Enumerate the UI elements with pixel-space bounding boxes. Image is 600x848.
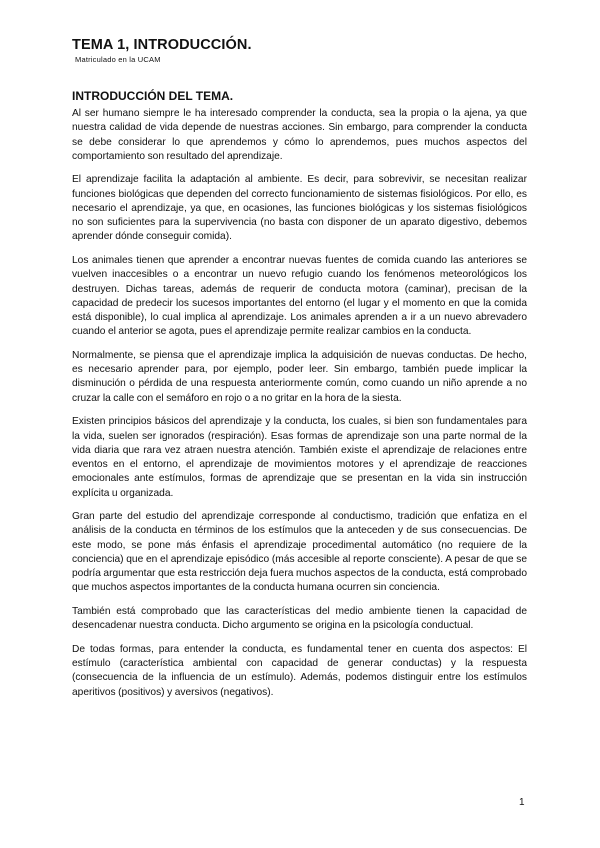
body-text <box>72 107 527 709</box>
paragraph-2: El aprendizaje facilita la adaptación al ambiente. Es decir, para sobrevivir, se necesitan realizar funciones biológicas que dependen del correcto funcionamiento de sistemas fisiológicos. Por ello, es necesario el aprendizaje, ya que, en ocasiones, las funciones biológicas y los sistemas fisiológicos no son suficientes para la supervivencia (no basta con disponer de un aparato digestivo, debemos aprender dónde conseguir comida). <box>72 174 527 243</box>
document-subtitle: Matriculado en la UCAM <box>75 55 161 64</box>
paragraph-1: Al ser humano siempre le ha interesado comprender la conducta, sea la propia o la ajena, ya que nuestra calidad de vida depende de nuestras acciones. Sin embargo, para comprender la conducta se debe considerar lo que aprendemos y cómo lo aprendemos, pues muchos aspectos del comportamiento son resultado del aprendizaje. <box>72 108 527 162</box>
section-heading: INTRODUCCIÓN DEL TEMA. <box>72 89 234 103</box>
paragraph-6: Gran parte del estudio del aprendizaje corresponde al conductismo, tradición que enfatiza en el análisis de la conducta en términos de los estímulos que la anteceden y de sus consecuencias. De este modo, se pone más énfasis el aprendizaje procedimental automático (no requiere de la conciencia) que en el aprendizaje episódico (más accesible al reporte consciente). A pesar de que se podría argumentar que esta restricción deja fuera muchos aspectos de la conducta, está comprobado que muchos aspectos importantes de la conducta humana ocurren sin conciencia. <box>72 511 527 594</box>
page-number: 1 <box>519 797 525 808</box>
document-title: TEMA 1, INTRODUCCIÓN. <box>72 37 252 53</box>
paragraph-3: Los animales tienen que aprender a encontrar nuevas fuentes de comida cuando las anteriores se vuelven inaccesibles o a encontrar un nuevo refugio cuando los fenómenos meteorológicos los destruyen. Dichas tareas, además de requerir de conducta motora (caminar), precisan de la capacidad de predecir los sucesos importantes del entorno (el lugar y el momento en que la comida está disponible), lo cual implica al aprendizaje. Los animales aprenden a ir a un nuevo abrevadero cuando el anterior se agota, pues el aprendizaje permite realizar cambios en la conducta. <box>72 255 527 338</box>
paragraph-7: También está comprobado que las características del medio ambiente tienen la capacidad de desencadenar nuestra conducta. Dicho argumento se origina en la psicología conductual. <box>72 606 527 632</box>
paragraph-4: Normalmente, se piensa que el aprendizaje implica la adquisición de nuevas conductas. De hecho, es necesario aprender para, por ejemplo, poder leer. Sin embargo, también puede implicar la disminución o pérdida de una respuesta anteriormente común, como cuando un niño aprende a no cruzar la calle con el semáforo en rojo o a no gritar en la hora de la siesta. <box>72 349 527 404</box>
paragraph-8: De todas formas, para entender la conducta, es fundamental tener en cuenta dos aspectos: El estímulo (característica ambiental con capacidad de generar conductas) y la respuesta (consecuencia de la influencia de un estímulo). Además, podemos distinguir entre los estímulos aperitivos (positivos) y aversivos (negativos). <box>72 643 527 698</box>
paragraph-5: Existen principios básicos del aprendizaje y la conducta, los cuales, si bien son fundamentales para la vida, suelen ser ignorados (respiración). Esas formas de aprendizaje son una parte normal de la vida diaria que rara vez atraen nuestra atención. También existe el aprendizaje de relaciones entre eventos en el entorno, el aprendizaje de movimientos motores y el aprendizaje de reacciones emocionales ante estímulos, formas de aprendizaje que se presentan en la vida sin instrucción explícita u organizada. <box>72 416 527 499</box>
